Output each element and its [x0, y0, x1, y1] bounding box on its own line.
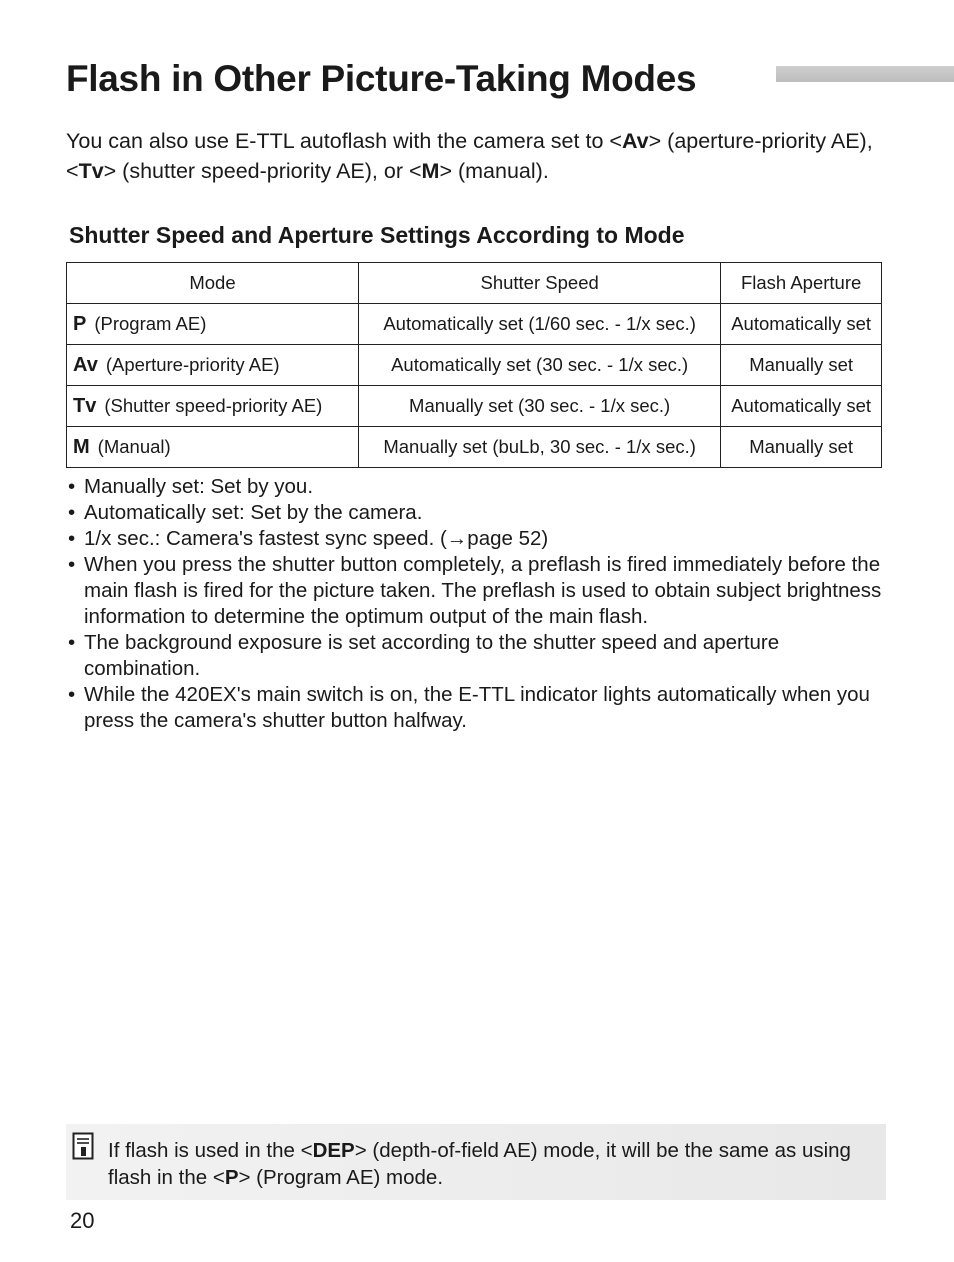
mode-code: M [73, 435, 90, 458]
intro-text-3: > (shutter speed-priority AE), or < [103, 159, 422, 183]
intro-text-4: > (manual). [439, 159, 549, 183]
list-item [66, 552, 886, 630]
memo-text [108, 1137, 868, 1191]
header-mode: Mode [67, 263, 359, 304]
mode-label: (Aperture-priority AE) [105, 353, 280, 375]
section-subtitle: Shutter Speed and Aperture Settings According to Mode [69, 222, 685, 248]
mode-code: P [73, 312, 87, 335]
memo-text-3: > (Program AE) mode. [238, 1166, 444, 1189]
note-text: The background exposure is set according to the shutter speed and aperture combination. [84, 631, 780, 680]
intro-text-2: > (aperture-priority AE), < [66, 129, 873, 183]
list-item [66, 682, 886, 734]
aperture-cell: Automatically set [721, 304, 882, 345]
header-flash-aperture: Flash Aperture [721, 263, 882, 304]
list-item [66, 526, 886, 552]
note-text: When you press the shutter button completely, a preflash is fired immediately before the main flash is fired for the picture taken. The preflash is used to obtain subject brightness information to determine the optimum output of the main flash. [84, 553, 882, 628]
mode-label: (Shutter speed-priority AE) [104, 394, 323, 416]
list-item [66, 474, 886, 500]
bullet: • [68, 527, 76, 550]
intro-paragraph [66, 126, 886, 186]
mode-cell [67, 427, 359, 468]
bullet: • [68, 631, 76, 654]
bullet: • [68, 683, 76, 706]
list-item [66, 630, 886, 682]
title-decoration-bar [776, 66, 954, 82]
memo-note-box [66, 1124, 886, 1200]
table-row [67, 386, 882, 427]
shutter-cell: Manually set (30 sec. - 1/x sec.) [358, 386, 720, 427]
intro-tv: Tv [78, 159, 104, 183]
memo-text-2: > (depth-of-field AE) mode, it will be the same as using flash in the < [108, 1139, 851, 1189]
table-header-row [67, 263, 882, 304]
mode-label: (Manual) [97, 435, 171, 457]
shutter-cell: Automatically set (1/60 sec. - 1/x sec.) [358, 304, 720, 345]
page-title: Flash in Other Picture-Taking Modes [66, 58, 697, 99]
table-row [67, 427, 882, 468]
mode-cell [67, 386, 359, 427]
note-text: Manually set: Set by you. [84, 475, 314, 498]
notes-list [66, 474, 886, 734]
memo-icon [72, 1132, 94, 1160]
mode-settings-table [66, 262, 882, 468]
bullet: • [68, 553, 76, 576]
aperture-cell: Automatically set [721, 386, 882, 427]
mode-code: Tv [73, 394, 97, 417]
table-row [67, 304, 882, 345]
memo-dep: DEP [312, 1139, 355, 1162]
mode-code: Av [73, 353, 98, 376]
bullet: • [68, 475, 76, 498]
shutter-cell: Manually set (buLb, 30 sec. - 1/x sec.) [358, 427, 720, 468]
mode-label: (Program AE) [94, 312, 207, 334]
mode-cell [67, 304, 359, 345]
mode-cell [67, 345, 359, 386]
intro-text-1: You can also use E-TTL autoflash with the camera set to < [66, 129, 622, 153]
aperture-cell: Manually set [721, 345, 882, 386]
note-text: Automatically set: Set by the camera. [84, 501, 423, 524]
intro-av: Av [621, 129, 649, 153]
title-row [66, 58, 954, 104]
intro-m: M [421, 159, 440, 183]
shutter-cell: Automatically set (30 sec. - 1/x sec.) [358, 345, 720, 386]
note-text: 1/x sec.: Camera's fastest sync speed. (→page 52) [84, 527, 549, 550]
table-row [67, 345, 882, 386]
aperture-cell: Manually set [721, 427, 882, 468]
list-item [66, 500, 886, 526]
page-number: 20 [70, 1208, 95, 1233]
note-text: While the 420EX's main switch is on, the E-TTL indicator lights automatically when you press the camera's shutter button halfway. [84, 683, 870, 732]
memo-p: P [224, 1166, 239, 1189]
bullet: • [68, 501, 76, 524]
memo-text-1: If flash is used in the < [108, 1139, 313, 1162]
header-shutter-speed: Shutter Speed [358, 263, 720, 304]
